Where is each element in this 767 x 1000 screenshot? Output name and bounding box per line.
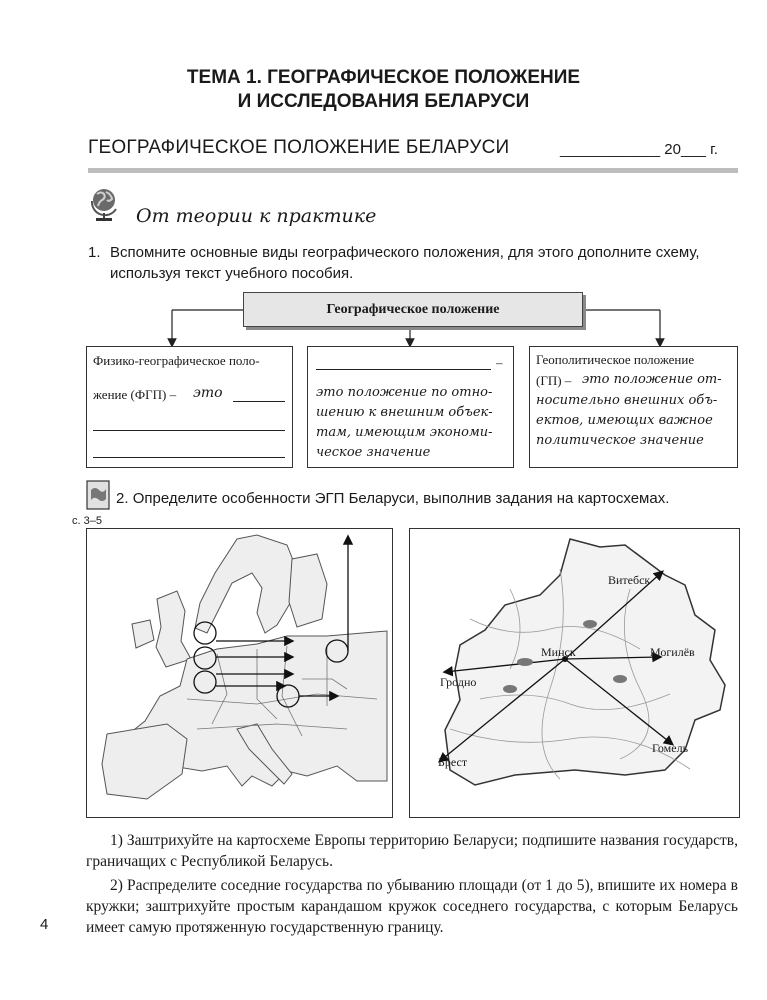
schema-box-economic (307, 346, 514, 468)
section-heading: От теории к практике (136, 205, 377, 227)
box-middle-dash: – (496, 355, 503, 370)
city-vitebsk: Витебск (608, 573, 651, 587)
city-mogilev: Могилёв (650, 645, 695, 659)
atlas-icon (86, 480, 110, 510)
answer-line[interactable] (93, 430, 285, 431)
hand-line: политическое значение (536, 433, 704, 448)
box-middle-hand (316, 383, 493, 463)
task2-number: 2. (116, 490, 129, 507)
schema-head: Географическое положение (243, 292, 583, 327)
lesson-title: ГЕОГРАФИЧЕСКОЕ ПОЛОЖЕНИЕ БЕЛАРУСИ (88, 137, 510, 158)
city-brest: Брест (438, 755, 468, 769)
schema-box-physical (86, 346, 293, 468)
task2-text: Определите особенности ЭГП Беларуси, выполнив задания на картосхемах. (132, 490, 670, 507)
box-right-print2: (ГП) – (536, 373, 572, 388)
city-grodno: Гродно (440, 675, 477, 689)
answer-line[interactable] (233, 401, 285, 402)
page-reference: с. 3–5 (72, 515, 102, 527)
answer-line[interactable] (93, 457, 285, 458)
europe-map-drawing (87, 529, 392, 817)
task1-number: 1. (88, 244, 101, 261)
europe-map (86, 528, 393, 818)
task2 (116, 490, 669, 507)
hand-line: ектов, имеющих важное (536, 413, 713, 428)
hand-line: это положение по отно- (316, 385, 493, 400)
hand-line: там, имеющим экономи- (316, 425, 493, 440)
answer-line[interactable] (316, 369, 491, 370)
box-left-print2: жение (ФГП) – (93, 387, 177, 402)
city-minsk: Минск (541, 645, 576, 659)
date-field[interactable]: ____________ 20___ г. (560, 141, 718, 158)
belarus-map (409, 528, 740, 818)
box-right-hand (536, 391, 717, 451)
hand-line: ческое значение (316, 445, 431, 460)
instruction-paragraph-2: 2) Распределите соседние государства по убыванию площади (от 1 до 5), впишите их номера в кружки; заштрихуйте простым карандашом кружок соседнего государства, с которым Беларусь имеет самую протяженную государственную границу. (86, 877, 738, 936)
box-left-hand: это (193, 385, 223, 401)
city-gomel: Гомель (652, 741, 689, 755)
box-right-hand-first: это положение от- (582, 372, 722, 387)
hand-line: шению к внешним объек- (316, 405, 493, 420)
belarus-map-drawing (410, 529, 739, 817)
page-title-line2: И ИССЛЕДОВАНИЯ БЕЛАРУСИ (237, 91, 530, 112)
page-title-line1: ТЕМА 1. ГЕОГРАФИЧЕСКОЕ ПОЛОЖЕНИЕ (186, 67, 581, 88)
schema-box-geopolitical (529, 346, 738, 468)
box-left-print1: Физико-географическое поло- (93, 353, 260, 368)
page-number: 4 (40, 916, 49, 933)
instruction-paragraph-1: 1) Заштрихуйте на картосхеме Европы территорию Беларуси; подпишите названия государств, граничащих с Республикой Беларусь. (86, 832, 738, 870)
task1-text: Вспомните основные виды географического положения, для этого дополните схему, используя текст учебного пособия. (110, 244, 700, 282)
hand-line: носительно внешних объ- (536, 393, 718, 408)
box-right-print1: Геополитическое положение (536, 352, 695, 367)
